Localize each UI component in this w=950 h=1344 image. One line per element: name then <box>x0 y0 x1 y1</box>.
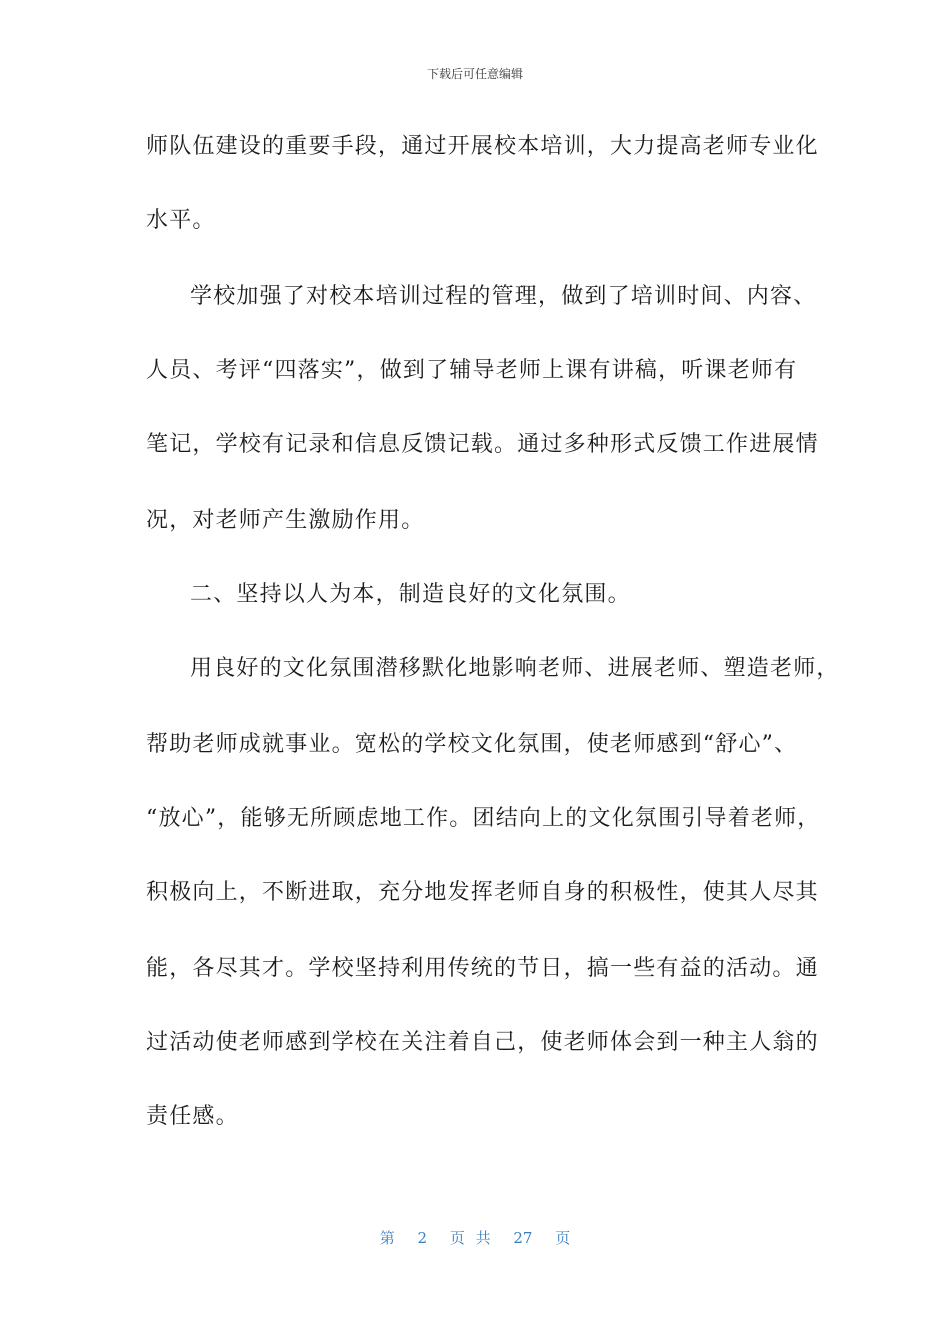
body-line: 积极向上，不断进取，充分地发挥老师自身的积极性，使其人尽其 <box>146 880 819 905</box>
page-middle: 页 共 <box>449 1229 491 1247</box>
body-line: 水平。 <box>146 208 216 233</box>
body-line: 帮助老师成就事业。宽松的学校文化氛围，使老师感到“舒心”、 <box>146 732 798 757</box>
body-line: 人员、考评“四落实”，做到了辅导老师上课有讲稿，听课老师有 <box>146 358 798 383</box>
body-line: 责任感。 <box>146 1104 239 1129</box>
body-line: 过活动使老师感到学校在关注着自己，使老师体会到一种主人翁的 <box>146 1030 819 1055</box>
page-number: 2 <box>417 1229 428 1247</box>
body-line: “放心”，能够无所顾虑地工作。团结向上的文化氛围引导着老师， <box>146 806 821 831</box>
body-line: 况，对老师产生激励作用。 <box>146 508 425 533</box>
paragraph-start-line: 学校加强了对校本培训过程的管理，做到了培训时间、内容、 <box>190 284 817 309</box>
page-suffix: 页 <box>555 1229 571 1247</box>
page-footer <box>0 1228 950 1248</box>
body-line: 能，各尽其才。学校坚持利用传统的节日，搞一些有益的活动。通 <box>146 956 819 981</box>
section-heading: 二、坚持以人为本，制造良好的文化氛围。 <box>190 582 631 607</box>
page-prefix: 第 <box>379 1229 395 1247</box>
page-total: 27 <box>513 1229 533 1247</box>
body-line: 笔记，学校有记录和信息反馈记载。通过多种形式反馈工作进展情 <box>146 432 819 457</box>
paragraph-start-line: 用良好的文化氛围潜移默化地影响老师、进展老师、塑造老师， <box>190 656 840 681</box>
page-header-note: 下载后可任意编辑 <box>426 67 523 81</box>
body-line: 师队伍建设的重要手段，通过开展校本培训，大力提高老师专业化 <box>146 134 819 159</box>
